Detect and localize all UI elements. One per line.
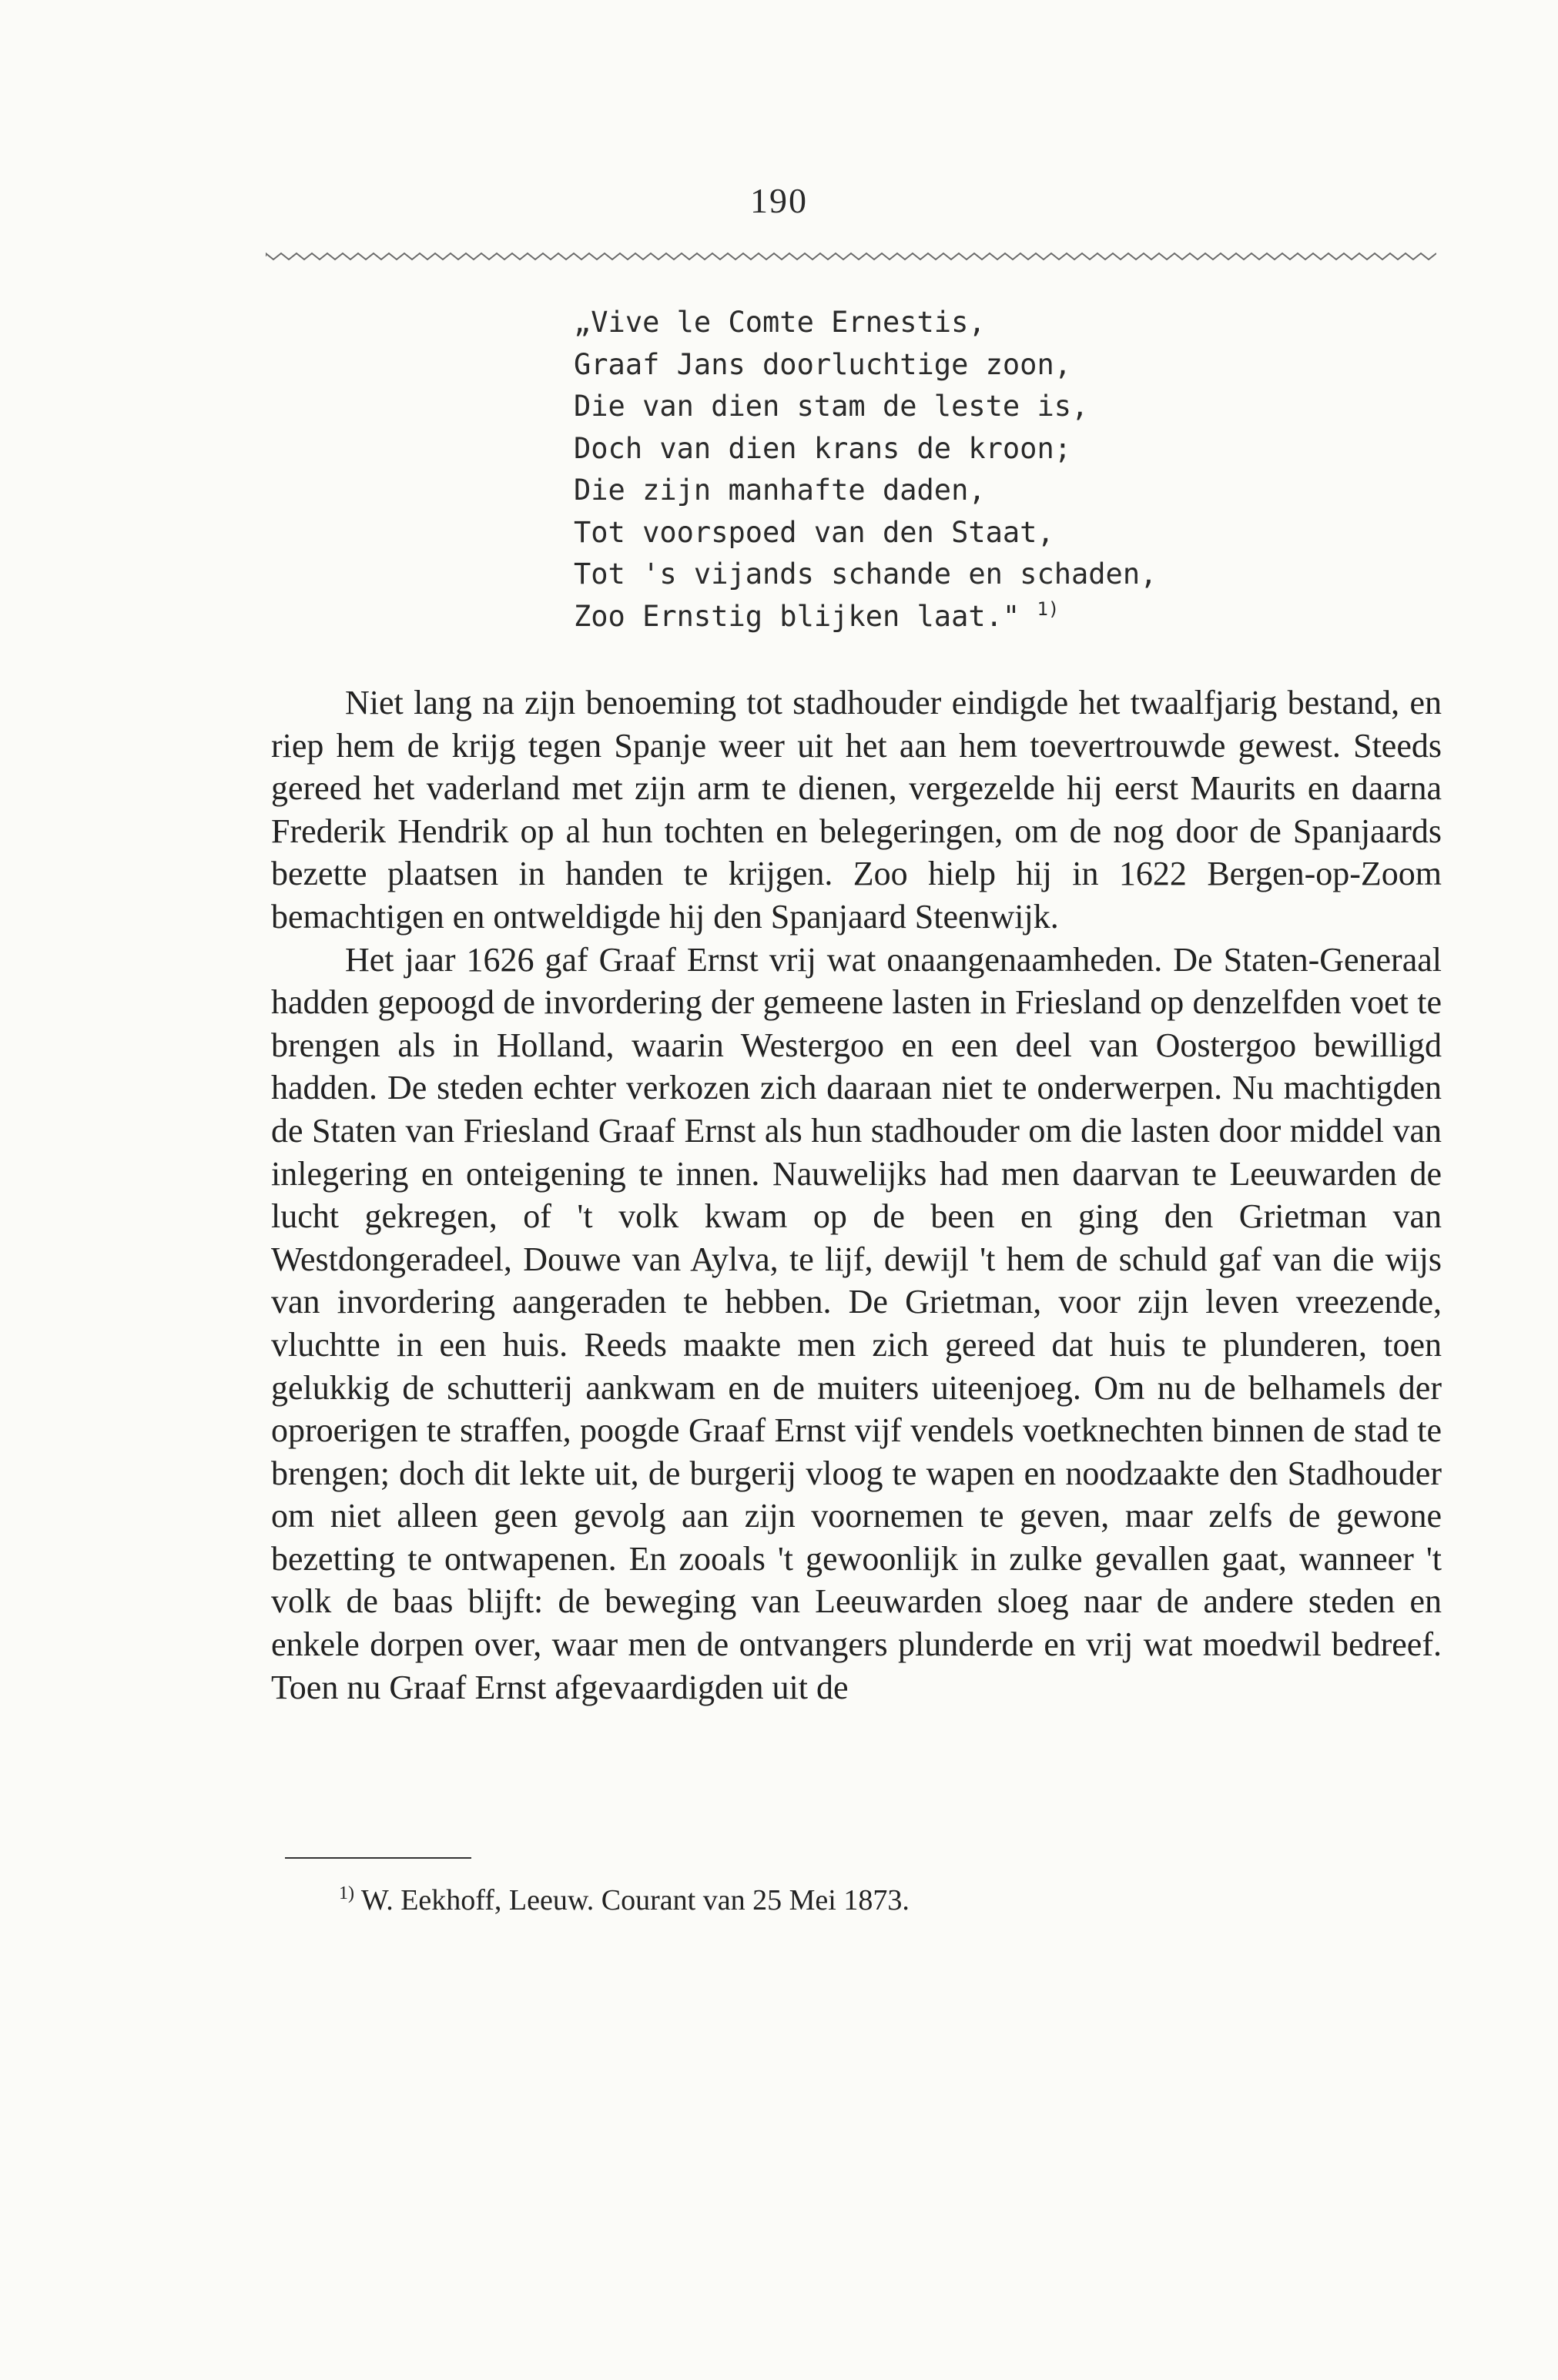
poem-line-last (574, 596, 1421, 638)
footnote-reference: 1) (1037, 598, 1060, 620)
paragraph: Niet lang na zijn benoeming tot stadhouder eindigde het twaalfjarig bestand, en riep hem de krijg tegen Spanje weer uit het aan hem toevertrouwde gewest. Steeds gereed het vaderland met zijn arm te dienen, vergezelde hij eerst Maurits en daarna Frederik Hendrik op al hun tochten en belegeringen, om de nog door de Spanjaards bezette plaatsen in handen te krijgen. Zoo hielp hij in 1622 Bergen-op-Zoom bemachtigen en ontweldigde hij den Spanjaard Steenwijk. (271, 684, 1442, 936)
poem-line: Tot voorspoed van den Staat, (574, 515, 1054, 549)
footnote-separator (285, 1857, 471, 1859)
footnote (339, 1883, 910, 1917)
poem (574, 302, 1421, 638)
page-number: 190 (750, 181, 808, 220)
poem-line: Doch van dien krans de kroon; (574, 431, 1072, 465)
poem-line-text: Zoo Ernstig blijken laat." (574, 599, 1020, 633)
poem-line: Tot 's vijands schande en schaden, (574, 557, 1158, 591)
wavy-rule-divider (266, 249, 1436, 263)
poem-line: Graaf Jans doorluchtige zoon, (574, 347, 1072, 381)
footnote-text: W. Eekhoff, Leeuw. Courant van 25 Mei 1873. (354, 1884, 910, 1916)
body-text (271, 681, 1442, 1709)
poem-line: Die van dien stam de leste is, (574, 390, 1089, 423)
poem-line: Die zijn manhafte daden, (574, 474, 986, 507)
footnote-marker: 1) (339, 1883, 354, 1903)
paragraph: Het jaar 1626 gaf Graaf Ernst vrij wat onaangenaamheden. De Staten-Generaal hadden gepoogd de invordering der gemeene lasten in Friesland op denzelfden voet te brengen als in Holland, waarin Westergoo en een deel van Oostergoo bewilligd hadden. De steden echter verkozen zich daaraan niet te onderwerpen. Nu machtigden de Staten van Friesland Graaf Ernst als hun stadhouder om die lasten door middel van inlegering en onteigening te innen. Nauwelijks had men daarvan te Leeuwarden de lucht gekregen, of 't volk kwam op de been en ging den Grietman van Westdongeradeel, Douwe van Aylva, te lijf, dewijl 't hem de schuld gaf van die wijs van invordering aangeraden te hebben. De Grietman, voor zijn leven vreezende, vluchtte in een huis. Reeds maakte men zich gereed dat huis te plunderen, toen gelukkig de schutterij aankwam en de muiters uiteenjoeg. Om nu de belhamels der oproerigen te straffen, poogde Graaf Ernst vijf vendels voetknechten binnen de stad te brengen; doch dit lekte uit, de burgerij vloog te wapen en noodzaakte den Stadhouder om niet alleen geen gevolg aan zijn voornemen te geven, maar zelfs de gewone bezetting te ontwapenen. En zooals 't gewoonlijk in zulke gevallen gaat, wanneer 't volk de baas blijft: de beweging van Leeuwarden sloeg naar de andere steden en enkele dorpen over, waar men de ontvangers plunderde en vrij wat moedwil bedreef. Toen nu Graaf Ernst afgevaardigden uit de (271, 940, 1442, 1706)
poem-line: „Vive le Comte Ernestis, (574, 306, 986, 339)
